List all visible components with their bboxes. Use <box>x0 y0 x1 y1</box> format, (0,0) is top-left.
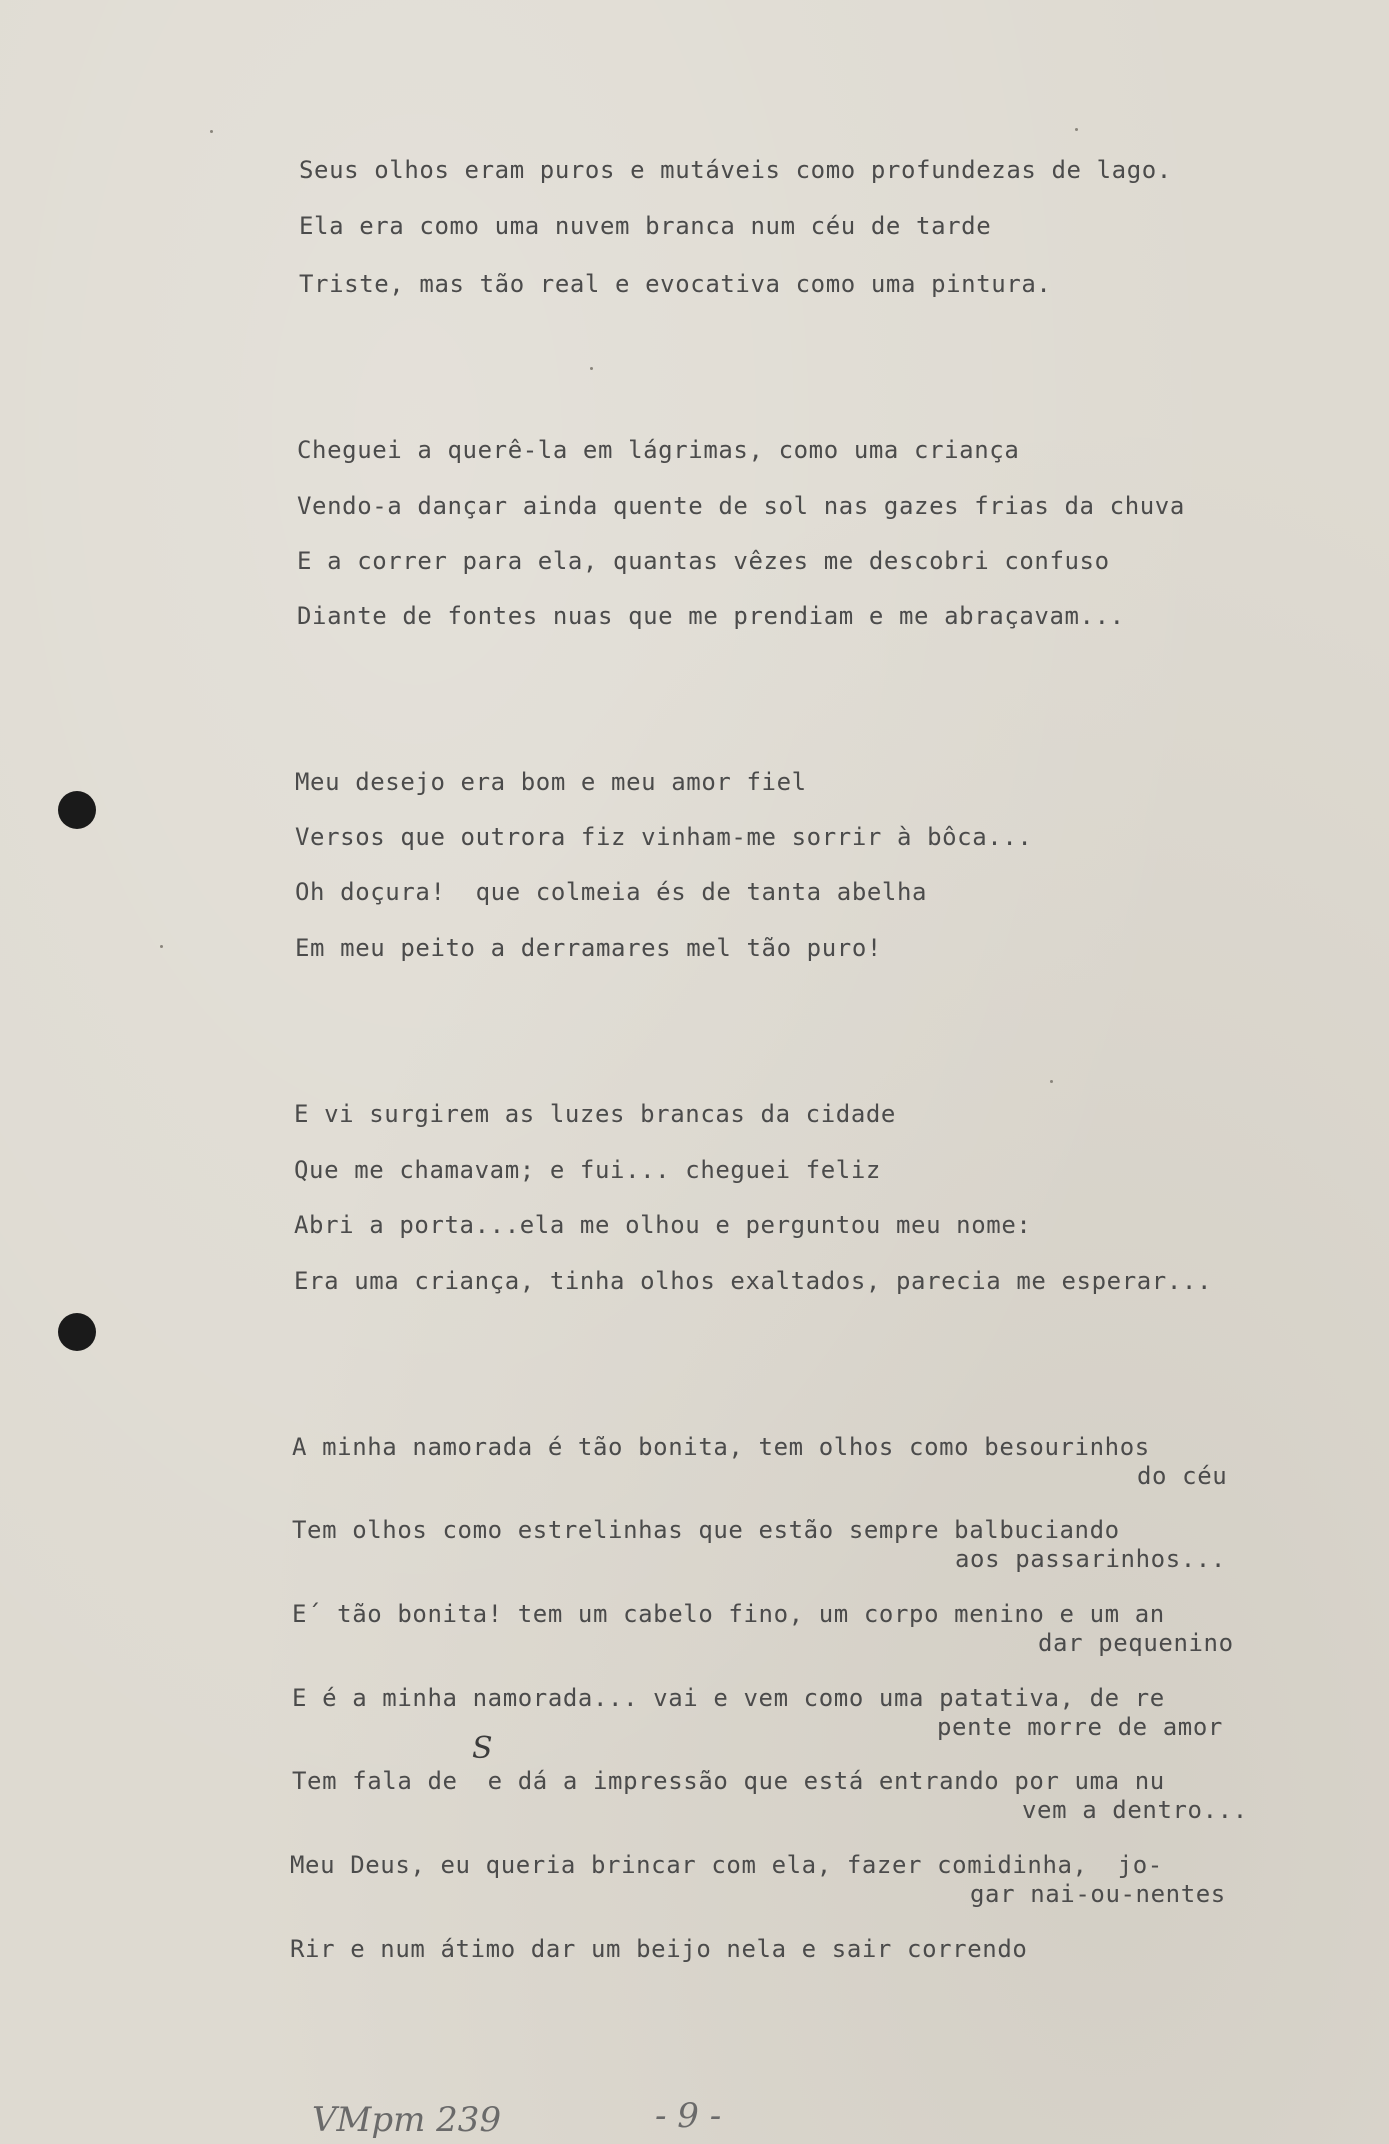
poem-line-continuation: gar nai-ou-nentes <box>970 1880 1226 1908</box>
paper-speck <box>160 945 163 948</box>
poem-line: Diante de fontes nuas que me prendiam e me abraçavam... <box>297 602 1125 630</box>
paper-speck <box>1075 128 1078 131</box>
punch-hole-top <box>58 791 96 829</box>
poem-line: Abri a porta...ela me olhou e perguntou meu nome: <box>294 1211 1032 1239</box>
poem-line: Seus olhos eram puros e mutáveis como profundezas de lago. <box>299 156 1172 184</box>
poem-line: E a correr para ela, quantas vêzes me descobri confuso <box>297 547 1110 575</box>
poem-line: E´ tão bonita! tem um cabelo fino, um corpo menino e um an <box>292 1600 1165 1628</box>
poem-line: Versos que outrora fiz vinham-me sorrir à bôca... <box>295 823 1033 851</box>
paper-speck <box>1050 1080 1053 1083</box>
poem-line: Cheguei a querê-la em lágrimas, como uma criança <box>297 436 1020 464</box>
poem-line: Era uma criança, tinha olhos exaltados, parecia me esperar... <box>294 1267 1213 1295</box>
poem-line-continuation: vem a dentro... <box>1022 1796 1248 1824</box>
paper-speck <box>210 130 213 133</box>
poem-line: Ela era como uma nuvem branca num céu de tarde <box>299 212 992 240</box>
poem-line: Meu desejo era bom e meu amor fiel <box>295 768 807 796</box>
poem-line-continuation: do céu <box>1137 1462 1228 1490</box>
punch-hole-bottom <box>58 1313 96 1351</box>
poem-line: Rir e num átimo dar um beijo nela e sair correndo <box>290 1935 1028 1963</box>
poem-line: A minha namorada é tão bonita, tem olhos como besourinhos <box>292 1433 1150 1461</box>
poem-line: Tem olhos como estrelinhas que estão sempre balbuciando <box>292 1516 1120 1544</box>
handwritten-correction: S <box>472 1731 493 1766</box>
paper-speck <box>590 367 593 370</box>
page-number: - 9 - <box>655 2096 722 2136</box>
poem-line: Meu Deus, eu queria brincar com ela, fazer comidinha, jo- <box>290 1851 1163 1879</box>
poem-line: Que me chamavam; e fui... cheguei feliz <box>294 1156 881 1184</box>
poem-line-continuation: aos passarinhos... <box>955 1545 1226 1573</box>
poem-line: Vendo-a dançar ainda quente de sol nas gazes frias da chuva <box>297 492 1185 520</box>
poem-line: Tem fala de e dá a impressão que está entrando por uma nu <box>292 1767 1165 1795</box>
poem-line: Oh doçura! que colmeia és de tanta abelha <box>295 878 928 906</box>
poem-line-continuation: dar pequenino <box>1038 1629 1234 1657</box>
poem-line: E é a minha namorada... vai e vem como uma patativa, de re <box>292 1684 1165 1712</box>
poem-line-continuation: pente morre de amor <box>937 1713 1223 1741</box>
poem-line: Em meu peito a derramares mel tão puro! <box>295 934 882 962</box>
poem-line: Triste, mas tão real e evocativa como uma pintura. <box>299 270 1052 298</box>
poem-line: E vi surgirem as luzes brancas da cidade <box>294 1100 896 1128</box>
archive-reference: VMpm 239 <box>312 2100 502 2140</box>
